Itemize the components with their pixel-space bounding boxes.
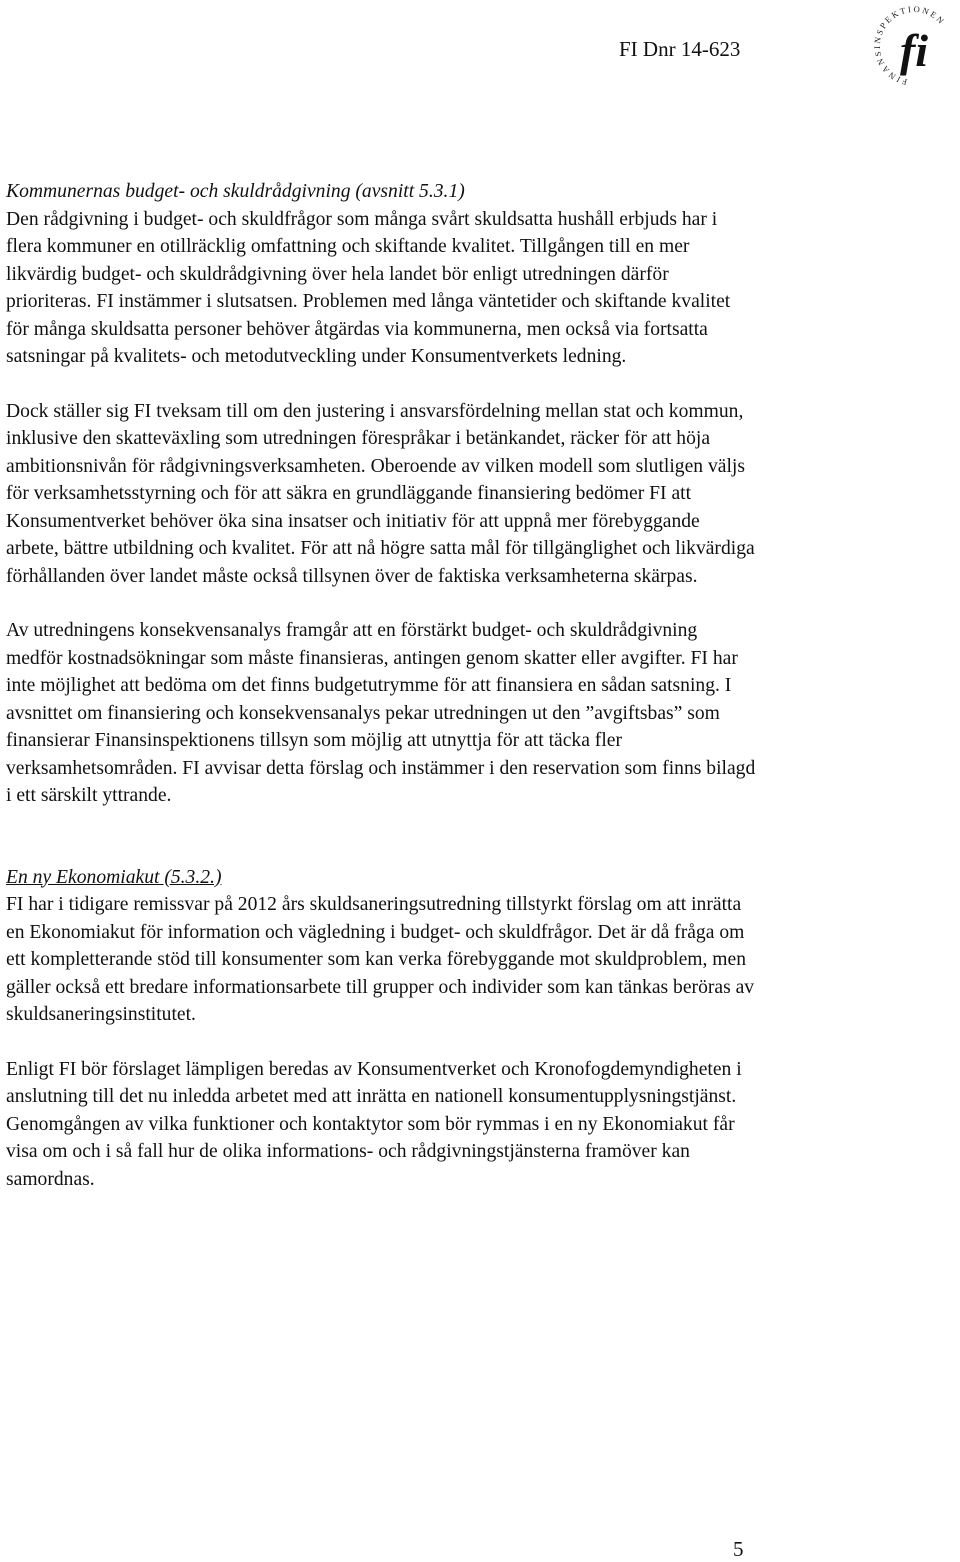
- page-number: 5: [733, 1537, 744, 1561]
- paragraph: Enligt FI bör förslaget lämpligen beredas av Konsumentverket och Kronofogdemyndigheten i anslutning till det nu inledda arbetet med att inrätta en nationell konsumentupplysningstjänst. Genomgången av vilka funktioner och kontaktytor som bör rymmas i en ny Ekonomiakut får visa om och i så fall hur de olika informations- och rådgivningstjänsterna framöver kan samordnas.: [6, 1058, 742, 1190]
- paragraph: Den rådgivning i budget- och skuldfrågor som många svårt skuldsatta hushåll erbjuds har i flera kommuner en otillräcklig omfattning och skiftande kvalitet. Tillgången till en mer likvärdig budget- och skuldrådgivning över hela landet bör enligt utredningen därför prioriteras. FI instämmer i slutsatsen. Problemen med långa väntetider och skiftande kvalitet för många skuldsatta personer behöver åtgärdas via kommunerna, men också via fortsatta satsningar på kvalitets- och metodutveckling under Konsumentverkets ledning.: [6, 208, 731, 367]
- section-heading-ekonomiakut: En ny Ekonomiakut (5.3.2.): [6, 866, 222, 888]
- finansinspektionen-logo: [868, 0, 960, 90]
- svg-text:fi: fi: [899, 25, 929, 76]
- section-heading-skuldradgivning: Kommunernas budget- och skuldrådgivning (avsnitt 5.3.1): [6, 181, 465, 202]
- paragraph: Av utredningens konsekvensanalys framgår att en förstärkt budget- och skuldrådgivning medför kostnadsökningar som måste finansieras, antingen genom skatter eller avgifter. FI har inte möjlighet att bedöma om det finns budgetutrymme för att finansiera en sådan satsning. I avsnittet om finansiering och konsekvensanalys pekar utredningen ut den ”avgiftsbas” som finansierar Finansinspektionens tillsyn som möjlig att utnyttja för att täcka fler verksamhetsområden. FI avvisar detta förslag och instämmer i den reservation som finns bilagd i ett särskilt yttrande.: [6, 620, 756, 806]
- paragraph: Dock ställer sig FI tveksam till om den justering i ansvarsfördelning mellan stat och kommun, inklusive den skatteväxling som utredningen förespråkar i betänkandet, räcker för att höja ambitionsnivån för rådgivningsverksamheten. Oberoende av vilken modell som slutligen väljs för verksamhetsstyrning och för att säkra en grundläggande finansiering bedömer FI att Konsumentverket behöver öka sina insatser och initiativ för att uppnå mer förebyggande arbete, bättre utbildning och kvalitet. För att nå högre satta mål för tillgänglighet och likvärdiga förhållanden över landet måste också tillsynen över de faktiska verksamheterna skärpas.: [6, 400, 755, 587]
- document-reference: FI Dnr 14-623: [619, 37, 741, 61]
- document-body: [6, 178, 756, 1193]
- svg-text:FINANSINSPEKTIONEN: FINANSINSPEKTIONEN: [871, 3, 948, 88]
- paragraph: FI har i tidigare remissvar på 2012 års skuldsaneringsutredning tillstyrkt förslag om att inrätta en Ekonomiakut för information och vägledning i budget- och skuldfrågor. Det är då fråga om ett kompletterande stöd till konsumenter som kan verka förebyggande mot skuldproblem, men gäller också ett bredare informationsarbete till grupper och individer som kan tänkas beröras av skuldsaneringsinstitutet.: [6, 894, 755, 1025]
